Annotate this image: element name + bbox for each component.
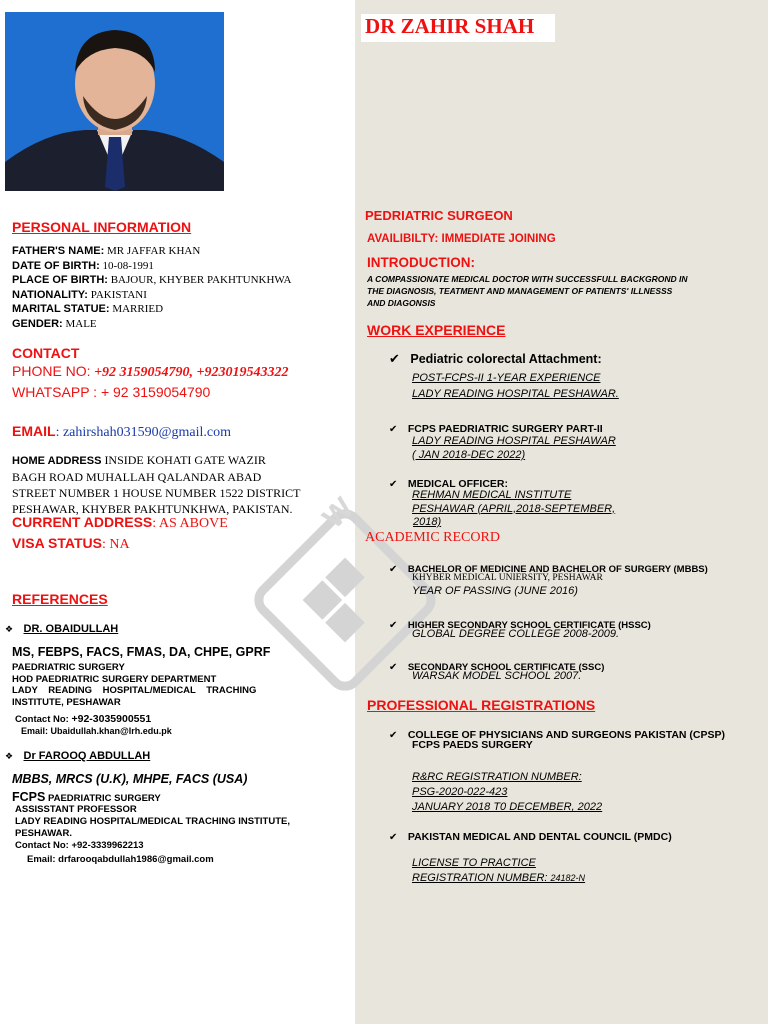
academic-item-3: ✔ SECONDARY SCHOOL CERTIFICATE (SSC) bbox=[389, 662, 605, 673]
field-father: FATHER'S NAME: MR JAFFAR KHAN bbox=[12, 245, 201, 257]
page-title: DR ZAHIR SHAH bbox=[365, 14, 535, 38]
reference-2-quals: MBBS, MRCS (U.K), MHPE, FACS (USA) bbox=[12, 772, 248, 786]
work-item-3: ✔ MEDICAL OFFICER: bbox=[389, 478, 508, 490]
work-item-3-details: REHMAN MEDICAL INSTITUTE PESHAWAR (APRIL,2018-SEPTEMBER, 2018) bbox=[412, 489, 616, 528]
role: PEDRIATRIC SURGEON bbox=[365, 208, 513, 223]
field-nationality: NATIONALITY: PAKISTANI bbox=[12, 288, 147, 301]
professional-item-1: ✔ COLLEGE OF PHYSICIANS AND SURGEONS PAKISTAN (CPSP) bbox=[389, 729, 726, 741]
check-icon: ✔ bbox=[389, 479, 398, 490]
personal-heading: PERSONAL INFORMATION bbox=[12, 219, 192, 235]
phone-line: PHONE NO: +92 3159054790, +923019543322 bbox=[12, 363, 289, 380]
check-icon: ✔ bbox=[389, 351, 400, 366]
reference-2-fcps: FCPS PAEDRIATRIC SURGERY bbox=[12, 790, 161, 804]
contact-heading: CONTACT bbox=[12, 345, 80, 361]
svg-text:W: W bbox=[316, 491, 360, 535]
professional-item-1-details: R&RC REGISTRATION NUMBER: PSG-2020-022-423 JANUARY 2018 T0 DECEMBER, 2022 bbox=[412, 771, 603, 813]
diamond-bullet-icon: ❖ bbox=[5, 624, 14, 634]
professional-item-2-details: LICENSE TO PRACTICE REGISTRATION NUMBER: 24182-N bbox=[412, 857, 586, 884]
profile-photo bbox=[5, 12, 224, 191]
check-icon: ✔ bbox=[389, 424, 398, 435]
academic-item-3-details: WARSAK MODEL SCHOOL 2007. bbox=[412, 670, 582, 682]
field-marital: MARITAL STATUE: MARRIED bbox=[12, 303, 164, 315]
reference-2-details: ASSISSTANT PROFESSOR LADY READING HOSPITAL/MEDICAL TRACHING INSTITUTE, PESHAWAR. Contact No: +92-3339962213 bbox=[15, 804, 290, 851]
field-gender: GENDER: MALE bbox=[12, 317, 97, 330]
reference-1-email: Email: Ubaidullah.khan@lrh.edu.pk bbox=[21, 726, 172, 736]
work-item-1: ✔ Pediatric colorectal Attachment: bbox=[389, 351, 602, 366]
email-line: EMAIL: zahirshah031590@gmail.com bbox=[12, 423, 231, 440]
reference-2-email: Email: drfarooqabdullah1986@gmail.com bbox=[27, 854, 214, 865]
work-item-2: ✔ FCPS PAEDRIATRIC SURGERY PART-II bbox=[389, 423, 603, 435]
check-icon: ✔ bbox=[389, 730, 398, 741]
current-address: CURRENT ADDRESS: AS ABOVE bbox=[12, 514, 228, 531]
academic-item-1-details: KHYBER MEDICAL UNIERSITY, PESHAWAR YEAR OF PASSING (JUNE 2016) bbox=[412, 573, 603, 597]
work-item-2-details: LADY READING HOSPITAL PESHAWAR ( JAN 2018-DEC 2022) bbox=[412, 435, 616, 461]
reference-1-details: PAEDRIATRIC SURGERY HOD PAEDRIATRIC SURGERY DEPARTMENT LADY READING HOSPITAL/MEDICAL TRACHING INSTITUTE, PESHAWAR bbox=[12, 662, 257, 708]
reference-1-quals: MS, FEBPS, FACS, FMAS, DA, CHPE, GPRF bbox=[12, 645, 271, 659]
home-address: HOME ADDRESS INSIDE KOHATI GATE WAZIR BAGH ROAD MUHALLAH QALANDAR ABAD STREET NUMBER 1 HOUSE NUMBER 1522 DISTRICT PESHAWAR, KHYBER PAKHTUNKHWA, PAKISTAN. bbox=[12, 453, 301, 516]
academic-item-1: ✔ BACHELOR OF MEDICINE AND BACHELOR OF SURGERY (MBBS) bbox=[389, 564, 708, 575]
academic-item-2: ✔ HIGHER SECONDARY SCHOOL CERTIFICATE (HSSC) bbox=[389, 620, 651, 631]
check-icon: ✔ bbox=[389, 564, 398, 575]
whatsapp-line: WHATSAPP : + 92 3159054790 bbox=[12, 384, 211, 400]
professional-heading: PROFESSIONAL REGISTRATIONS bbox=[367, 697, 596, 713]
field-pob: PLACE OF BIRTH: BAJOUR, KHYBER PAKHTUNKHWA bbox=[12, 274, 292, 286]
reference-1-contact: Contact No: +92-3035900551 bbox=[15, 713, 152, 725]
academic-heading: ACADEMIC RECORD bbox=[365, 530, 500, 545]
work-heading: WORK EXPERIENCE bbox=[367, 322, 506, 338]
intro-text: A COMPASSIONATE MEDICAL DOCTOR WITH SUCCESSFULL BACKGROND IN THE DIAGNOSIS, TEATMENT AND MANAGEMENT OF PATIENTS' ILLNESSS AND DIAGONSIS bbox=[367, 274, 688, 308]
diamond-bullet-icon: ❖ bbox=[5, 751, 14, 761]
check-icon: ✔ bbox=[389, 832, 398, 843]
reference-2-name: ❖ Dr FAROOQ ABDULLAH bbox=[5, 750, 151, 762]
professional-item-1-sub: FCPS PAEDS SURGERY bbox=[412, 739, 533, 751]
references-heading: REFERENCES bbox=[12, 591, 108, 607]
personal-fields bbox=[12, 244, 292, 331]
reference-1-name: ❖ DR. OBAIDULLAH bbox=[5, 623, 119, 635]
field-dob: DATE OF BIRTH: 10-08-1991 bbox=[12, 259, 154, 272]
availability: AVAILIBILTY: IMMEDIATE JOINING bbox=[367, 233, 556, 245]
visa-status: VISA STATUS: NA bbox=[12, 535, 130, 552]
intro-heading: INTRODUCTION: bbox=[367, 255, 475, 270]
work-item-1-details: POST-FCPS-II 1-YEAR EXPERIENCE LADY READING HOSPITAL PESHAWAR. bbox=[412, 372, 619, 400]
check-icon: ✔ bbox=[389, 620, 398, 631]
professional-item-2: ✔ PAKISTAN MEDICAL AND DENTAL COUNCIL (PMDC) bbox=[389, 831, 672, 843]
academic-item-2-details: GLOBAL DEGREE COLLEGE 2008-2009. bbox=[412, 628, 620, 640]
check-icon: ✔ bbox=[389, 662, 398, 673]
